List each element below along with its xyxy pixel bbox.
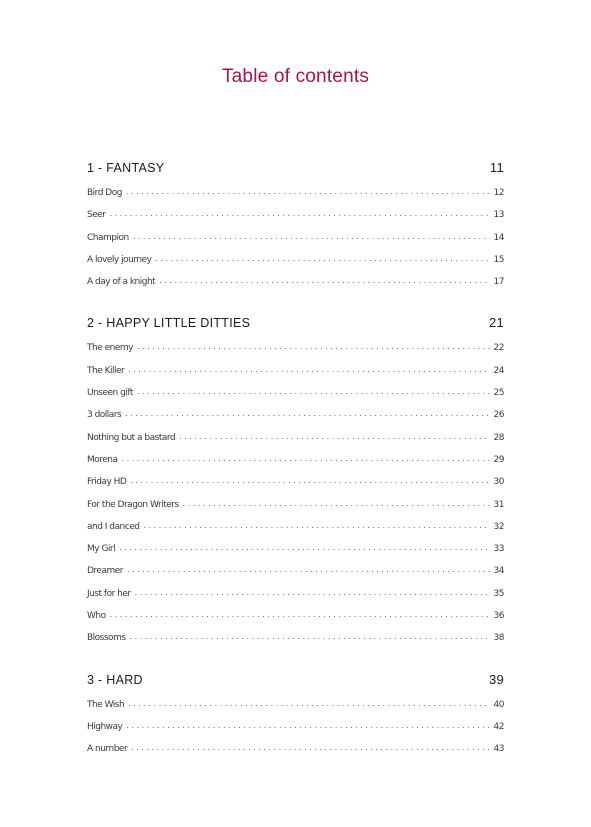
- entry-title: A number: [87, 744, 128, 755]
- entry-title: The Killer: [87, 365, 125, 376]
- toc-entry[interactable]: [87, 343, 504, 365]
- section-header[interactable]: [87, 160, 504, 188]
- toc-entry[interactable]: [87, 233, 504, 255]
- entry-page-number: 24: [493, 365, 504, 376]
- dot-leader: [126, 721, 490, 730]
- entry-title: and I danced: [87, 521, 140, 532]
- entry-title: The enemy: [87, 343, 133, 354]
- toc-entry[interactable]: [87, 477, 504, 499]
- entry-page-number: 34: [493, 566, 504, 577]
- entry-page-number: 38: [493, 633, 504, 644]
- dot-leader: [128, 699, 490, 708]
- toc-entry[interactable]: [87, 744, 504, 766]
- toc-entry[interactable]: [87, 188, 504, 210]
- entry-page-number: 33: [493, 544, 504, 555]
- dot-leader: [122, 454, 490, 463]
- toc-entry[interactable]: [87, 722, 504, 744]
- section-label: 3 - HARD: [87, 672, 143, 687]
- entry-title: The Wish: [87, 699, 125, 710]
- entry-page-number: 32: [493, 521, 504, 532]
- entry-page-number: 26: [493, 410, 504, 421]
- entry-title: A lovely journey: [87, 254, 152, 265]
- entry-title: Blossoms: [87, 633, 126, 644]
- table-of-contents: [87, 160, 504, 767]
- dot-leader: [137, 387, 490, 396]
- page-title: Table of contents: [221, 66, 370, 87]
- dot-leader: [130, 632, 490, 641]
- dot-leader: [126, 187, 490, 196]
- entry-title: Morena: [87, 454, 118, 465]
- entry-title: Who: [87, 611, 106, 622]
- toc-entry[interactable]: [87, 410, 504, 432]
- entry-title: Nothing but a bastard: [87, 432, 176, 443]
- dot-leader: [130, 476, 490, 485]
- entry-page-number: 40: [493, 699, 504, 710]
- dot-leader: [133, 232, 490, 241]
- entry-page-number: 43: [493, 744, 504, 755]
- dot-leader: [110, 209, 491, 218]
- section-label: 1 - FANTASY: [87, 161, 165, 175]
- entry-page-number: 28: [493, 432, 504, 443]
- dot-leader: [159, 276, 490, 285]
- toc-entry[interactable]: [87, 589, 504, 611]
- dot-leader: [137, 342, 490, 351]
- entry-page-number: 30: [493, 477, 504, 488]
- entry-page-number: 35: [493, 588, 504, 599]
- entry-page-number: 22: [493, 343, 504, 354]
- toc-entry[interactable]: [87, 455, 504, 477]
- toc-entry[interactable]: [87, 210, 504, 232]
- entry-title: Just for her: [87, 588, 131, 599]
- entry-title: Bird Dog: [87, 188, 122, 198]
- entry-page-number: 15: [493, 254, 504, 265]
- entry-page-number: 17: [493, 277, 504, 288]
- section-header[interactable]: [87, 315, 504, 343]
- entry-title: A day of a knight: [87, 277, 156, 288]
- toc-entry[interactable]: [87, 700, 504, 722]
- toc-section-happy-little-ditties: [87, 315, 504, 671]
- toc-section-hard: [87, 672, 504, 767]
- section-page-number: 21: [488, 315, 504, 331]
- toc-entry[interactable]: [87, 277, 504, 299]
- dot-leader: [110, 610, 490, 619]
- toc-entry[interactable]: [87, 633, 504, 655]
- toc-entry[interactable]: [87, 366, 504, 388]
- entry-title: For the Dragon Writers: [87, 499, 179, 510]
- section-spacer: [87, 656, 504, 672]
- toc-entry[interactable]: [87, 433, 504, 455]
- entry-title: Highway: [87, 721, 123, 732]
- dot-leader: [143, 521, 490, 530]
- toc-entry[interactable]: [87, 611, 504, 633]
- entry-page-number: 14: [493, 232, 504, 243]
- dot-leader: [127, 565, 490, 574]
- entry-title: My Girl: [87, 544, 116, 555]
- dot-leader: [183, 499, 490, 508]
- toc-entry[interactable]: [87, 500, 504, 522]
- entry-title: 3 dollars: [87, 410, 122, 421]
- toc-entry[interactable]: [87, 566, 504, 588]
- dot-leader: [131, 743, 490, 752]
- section-page-number: 11: [489, 160, 504, 175]
- section-page-number: 39: [488, 671, 504, 687]
- dot-leader: [119, 543, 490, 552]
- entry-page-number: 31: [493, 499, 504, 510]
- section-label: 2 - HAPPY LITTLE DITTIES: [87, 316, 251, 331]
- dot-leader: [128, 365, 490, 374]
- toc-entry[interactable]: [87, 522, 504, 544]
- entry-title: Unseen gift: [87, 388, 133, 399]
- dot-leader: [179, 432, 490, 441]
- entry-title: Dreamer: [87, 566, 123, 577]
- dot-leader: [125, 409, 490, 418]
- toc-entry[interactable]: [87, 388, 504, 410]
- toc-section-fantasy: [87, 160, 504, 315]
- entry-page-number: 42: [493, 721, 504, 732]
- entry-title: Friday HD: [87, 477, 127, 488]
- entry-page-number: 29: [493, 454, 504, 465]
- toc-entry[interactable]: [87, 255, 504, 277]
- entry-title: Seer: [87, 210, 106, 221]
- entry-page-number: 13: [493, 210, 504, 221]
- dot-leader: [135, 588, 490, 597]
- toc-entry[interactable]: [87, 544, 504, 566]
- entry-page-number: 12: [493, 188, 504, 198]
- entry-page-number: 25: [493, 388, 504, 399]
- section-header[interactable]: [87, 672, 504, 700]
- entry-title: Champion: [87, 232, 129, 243]
- section-spacer: [87, 299, 504, 315]
- entry-page-number: 36: [493, 611, 504, 622]
- dot-leader: [155, 254, 490, 263]
